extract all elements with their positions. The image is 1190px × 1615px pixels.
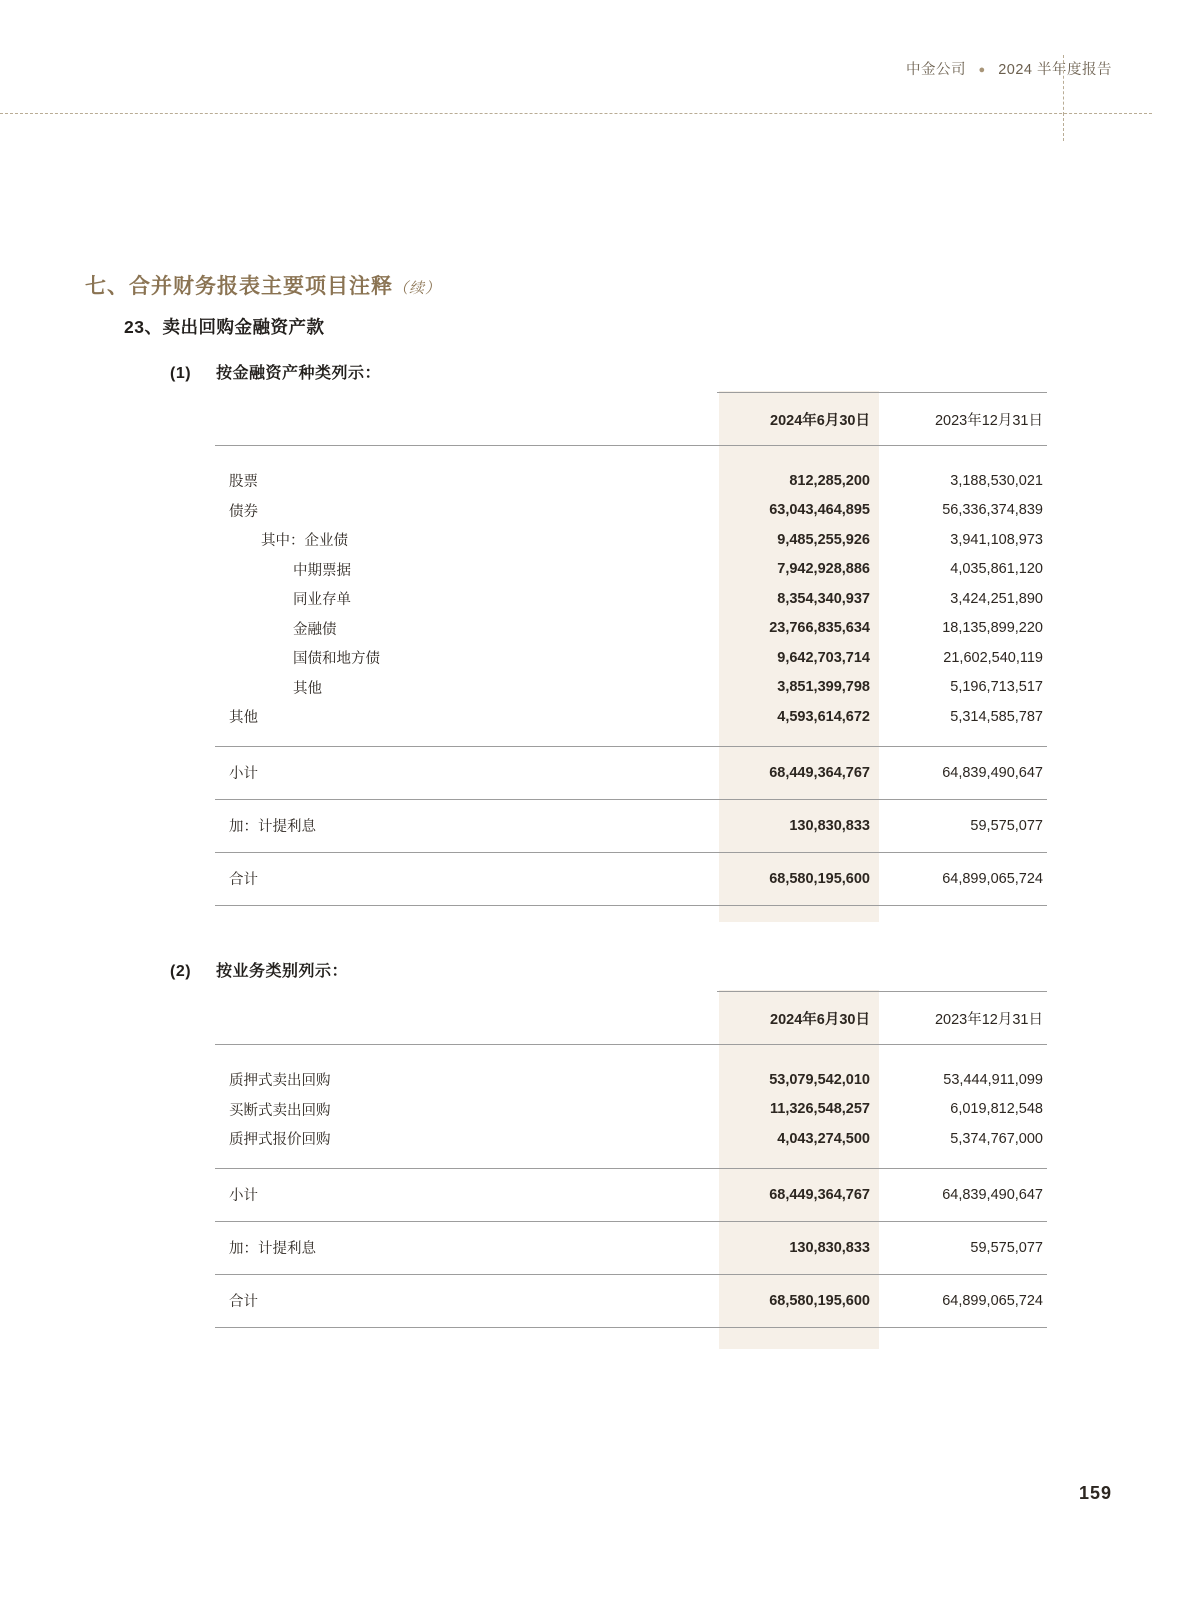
row-previous-value: 21,602,540,119 bbox=[943, 649, 1043, 666]
table-subtotal-row bbox=[215, 747, 1047, 800]
table-subtotal-row bbox=[215, 1169, 1047, 1222]
table-row bbox=[215, 1095, 1047, 1125]
table-business-types bbox=[215, 991, 1047, 1328]
row-previous-value: 5,196,713,517 bbox=[950, 679, 1043, 696]
row-previous-value: 53,444,911,099 bbox=[943, 1071, 1043, 1088]
row-label: 股票 bbox=[229, 474, 258, 491]
total-current-value: 68,580,195,600 bbox=[769, 1292, 870, 1309]
section-title-text: 七、合并财务报表主要项目注释 bbox=[85, 275, 393, 298]
row-label: 金融债 bbox=[293, 621, 337, 638]
row-label: 质押式报价回购 bbox=[229, 1132, 331, 1149]
row-current-value: 63,043,464,895 bbox=[769, 502, 870, 519]
subsection-title: 23、卖出回购金融资产款 bbox=[124, 317, 325, 337]
row-previous-value: 3,941,108,973 bbox=[950, 531, 1043, 548]
row-current-value: 7,942,928,886 bbox=[777, 561, 870, 578]
section-title bbox=[85, 270, 441, 300]
subtotal-current-value: 68,449,364,767 bbox=[769, 1186, 870, 1203]
total-previous-value: 64,899,065,724 bbox=[942, 870, 1043, 887]
spacer bbox=[215, 1045, 1047, 1066]
table-row bbox=[215, 525, 1047, 555]
table-financial-asset-types bbox=[215, 392, 1047, 906]
header-separator: ● bbox=[978, 64, 986, 77]
table-row bbox=[215, 466, 1047, 496]
table-total-row bbox=[215, 853, 1047, 906]
header-divider bbox=[0, 113, 1152, 114]
header-current-period: 2024年6月30日 bbox=[717, 393, 882, 446]
table-row bbox=[215, 702, 1047, 732]
table-row bbox=[215, 1124, 1047, 1154]
row-previous-value: 5,314,585,787 bbox=[950, 708, 1043, 725]
table-header-row bbox=[215, 393, 1047, 446]
row-current-value: 11,326,548,257 bbox=[770, 1101, 870, 1118]
total-previous-value: 64,899,065,724 bbox=[942, 1292, 1043, 1309]
item-title-1 bbox=[170, 360, 381, 383]
page-number: 159 bbox=[1078, 1483, 1112, 1503]
header-blank-cell bbox=[215, 992, 717, 1045]
item-2-label: 按业务类别列示： bbox=[216, 963, 349, 980]
row-label: 其他 bbox=[229, 710, 258, 727]
spacer bbox=[215, 1154, 1047, 1169]
row-current-value: 4,043,274,500 bbox=[777, 1130, 870, 1147]
header-previous-period: 2023年12月31日 bbox=[882, 992, 1047, 1045]
total-label: 合计 bbox=[229, 872, 258, 888]
subtotal-previous-value: 64,839,490,647 bbox=[942, 1186, 1043, 1203]
header-report: 2024 半年度报告 bbox=[998, 62, 1112, 78]
row-previous-value: 6,019,812,548 bbox=[950, 1101, 1043, 1118]
row-previous-value: 3,424,251,890 bbox=[950, 590, 1043, 607]
row-current-value: 53,079,542,010 bbox=[769, 1071, 870, 1088]
row-previous-value: 18,135,899,220 bbox=[942, 620, 1043, 637]
table-row bbox=[215, 614, 1047, 644]
item-2-number: (2) bbox=[170, 963, 192, 980]
interest-previous-value: 59,575,077 bbox=[970, 817, 1043, 834]
row-current-value: 812,285,200 bbox=[789, 472, 870, 489]
row-current-value: 23,766,835,634 bbox=[769, 620, 870, 637]
row-current-value: 9,485,255,926 bbox=[777, 531, 870, 548]
row-current-value: 3,851,399,798 bbox=[777, 679, 870, 696]
row-current-value: 8,354,340,937 bbox=[777, 590, 870, 607]
interest-label: 加：计提利息 bbox=[229, 819, 316, 835]
subtotal-current-value: 68,449,364,767 bbox=[769, 764, 870, 781]
row-label: 质押式卖出回购 bbox=[229, 1073, 331, 1090]
page-header bbox=[906, 58, 1112, 79]
spacer bbox=[215, 446, 1047, 467]
section-title-continued: （续） bbox=[393, 280, 442, 297]
row-label: 其中：企业债 bbox=[261, 533, 348, 550]
row-label: 国债和地方债 bbox=[293, 651, 380, 668]
table-total-row bbox=[215, 1275, 1047, 1328]
divider bbox=[215, 1327, 1047, 1328]
row-label: 债券 bbox=[229, 503, 258, 520]
row-label: 其他 bbox=[293, 680, 322, 697]
table-row bbox=[215, 496, 1047, 526]
subtotal-label: 小计 bbox=[229, 766, 258, 782]
header-tick-lower bbox=[1063, 113, 1064, 141]
item-title-2 bbox=[170, 958, 348, 981]
table-row bbox=[215, 1065, 1047, 1095]
total-current-value: 68,580,195,600 bbox=[769, 870, 870, 887]
row-previous-value: 3,188,530,021 bbox=[950, 472, 1043, 489]
table-interest-row bbox=[215, 800, 1047, 853]
header-company: 中金公司 bbox=[905, 62, 966, 78]
interest-previous-value: 59,575,077 bbox=[970, 1239, 1043, 1256]
subtotal-label: 小计 bbox=[229, 1188, 258, 1204]
table-row bbox=[215, 555, 1047, 585]
table-row bbox=[215, 643, 1047, 673]
item-1-number: (1) bbox=[170, 365, 192, 382]
spacer bbox=[215, 732, 1047, 747]
header-tick-upper bbox=[1063, 55, 1064, 115]
interest-current-value: 130,830,833 bbox=[789, 817, 870, 834]
total-label: 合计 bbox=[229, 1294, 258, 1310]
table-row bbox=[215, 584, 1047, 614]
header-previous-period: 2023年12月31日 bbox=[882, 393, 1047, 446]
table-interest-row bbox=[215, 1222, 1047, 1275]
subtotal-previous-value: 64,839,490,647 bbox=[942, 764, 1043, 781]
table-row bbox=[215, 673, 1047, 703]
header-current-period: 2024年6月30日 bbox=[717, 992, 882, 1045]
row-current-value: 4,593,614,672 bbox=[777, 708, 870, 725]
row-label: 同业存单 bbox=[293, 592, 351, 609]
row-previous-value: 56,336,374,839 bbox=[942, 502, 1043, 519]
divider bbox=[215, 905, 1047, 906]
row-previous-value: 4,035,861,120 bbox=[950, 561, 1043, 578]
row-label: 买断式卖出回购 bbox=[229, 1102, 331, 1119]
item-1-label: 按金融资产种类列示： bbox=[216, 365, 382, 382]
table-header-row bbox=[215, 992, 1047, 1045]
header-blank-cell bbox=[215, 393, 717, 446]
row-previous-value: 5,374,767,000 bbox=[950, 1130, 1043, 1147]
row-label: 中期票据 bbox=[293, 562, 351, 579]
row-current-value: 9,642,703,714 bbox=[777, 649, 870, 666]
interest-label: 加：计提利息 bbox=[229, 1241, 316, 1257]
interest-current-value: 130,830,833 bbox=[789, 1239, 870, 1256]
